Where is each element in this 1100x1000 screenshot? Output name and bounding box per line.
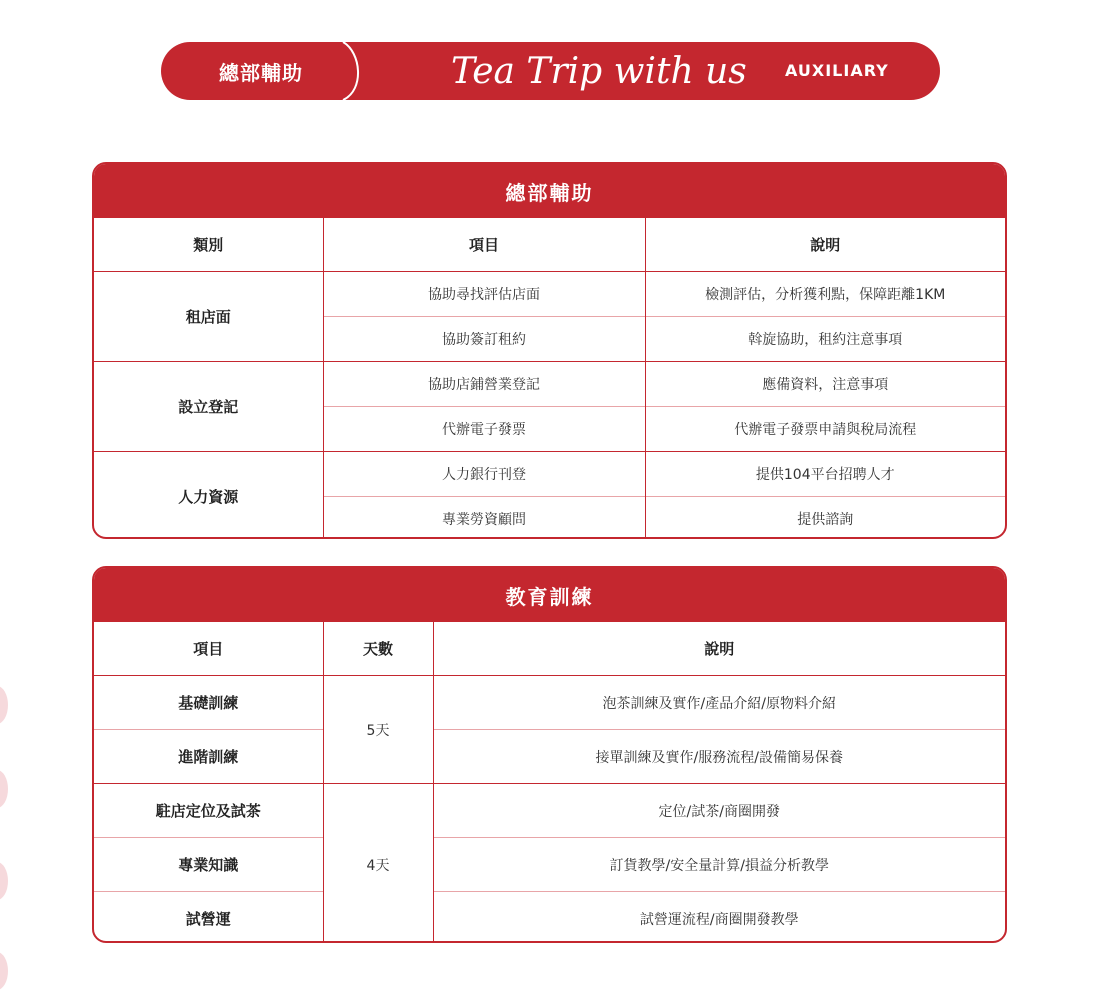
days-cell: 4天 bbox=[323, 784, 433, 944]
training-item-cell: 基礎訓練 bbox=[178, 694, 239, 712]
header-divider-arc bbox=[321, 42, 391, 100]
item-cell: 協助簽訂租約 bbox=[323, 317, 645, 362]
header-category: 類別 bbox=[94, 218, 323, 272]
header-description: 說明 bbox=[645, 218, 1005, 272]
description-cell: 泡茶訓練及實作/產品介紹/原物料介紹 bbox=[433, 676, 1005, 730]
training-table bbox=[92, 566, 1007, 943]
category-cell: 設立登記 bbox=[94, 362, 323, 452]
support-table bbox=[92, 162, 1007, 539]
description-cell: 應備資料，注意事項 bbox=[645, 362, 1005, 407]
decorative-blob bbox=[0, 770, 8, 808]
header-description: 說明 bbox=[433, 622, 1005, 676]
decorative-blob bbox=[0, 862, 8, 900]
training-item-cell: 駐店定位及試茶 bbox=[94, 784, 323, 838]
training-table-title: 教育訓練 bbox=[94, 568, 1005, 622]
item-cell: 協助店鋪營業登記 bbox=[323, 362, 645, 407]
item-cell: 協助尋找評估店面 bbox=[323, 272, 645, 317]
header-item: 項目 bbox=[94, 622, 323, 676]
description-cell: 檢測評估，分析獲利點，保障距離1KM bbox=[645, 272, 1005, 317]
decorative-blob bbox=[0, 952, 8, 990]
training-item-cell: 進階訓練 bbox=[94, 730, 323, 784]
support-table-title: 總部輔助 bbox=[94, 164, 1005, 218]
item-cell: 專業勞資顧問 bbox=[323, 497, 645, 540]
table-row bbox=[94, 784, 1005, 838]
table-row bbox=[94, 452, 1005, 497]
header-banner bbox=[161, 42, 940, 100]
description-cell: 定位/試茶/商圈開發 bbox=[433, 784, 1005, 838]
days-cell: 5天 bbox=[323, 676, 433, 784]
support-table-grid bbox=[94, 218, 1005, 539]
training-item-cell: 試營運 bbox=[94, 892, 323, 944]
description-cell: 試營運流程/商圈開發教學 bbox=[433, 892, 1005, 944]
category-cell: 人力資源 bbox=[94, 452, 323, 540]
description-cell: 提供諮詢 bbox=[645, 497, 1005, 540]
training-item-cell: 專業知識 bbox=[94, 838, 323, 892]
description-cell: 接單訓練及實作/服務流程/設備簡易保養 bbox=[433, 730, 1005, 784]
table-row bbox=[94, 730, 1005, 784]
header-days: 天數 bbox=[323, 622, 433, 676]
table-row bbox=[94, 892, 1005, 944]
description-cell: 斡旋協助，租約注意事項 bbox=[645, 317, 1005, 362]
description-cell: 訂貨教學/安全量計算/損益分析教學 bbox=[433, 838, 1005, 892]
item-cell: 人力銀行刊登 bbox=[323, 452, 645, 497]
table-row bbox=[94, 362, 1005, 407]
header-title: 總部輔助 bbox=[219, 60, 303, 85]
header-english-label: AUXILIARY bbox=[785, 61, 889, 80]
table-row bbox=[94, 272, 1005, 317]
training-table-grid bbox=[94, 622, 1005, 943]
description-cell: 提供104平台招聘人才 bbox=[645, 452, 1005, 497]
item-cell: 代辦電子發票 bbox=[323, 407, 645, 452]
category-cell: 租店面 bbox=[185, 308, 231, 326]
table-row bbox=[94, 676, 1005, 730]
table-row bbox=[94, 838, 1005, 892]
header-item: 項目 bbox=[323, 218, 645, 272]
decorative-blob bbox=[0, 686, 8, 724]
description-cell: 代辦電子發票申請與稅局流程 bbox=[645, 407, 1005, 452]
header-script-text: Tea Trip with us bbox=[451, 51, 747, 92]
